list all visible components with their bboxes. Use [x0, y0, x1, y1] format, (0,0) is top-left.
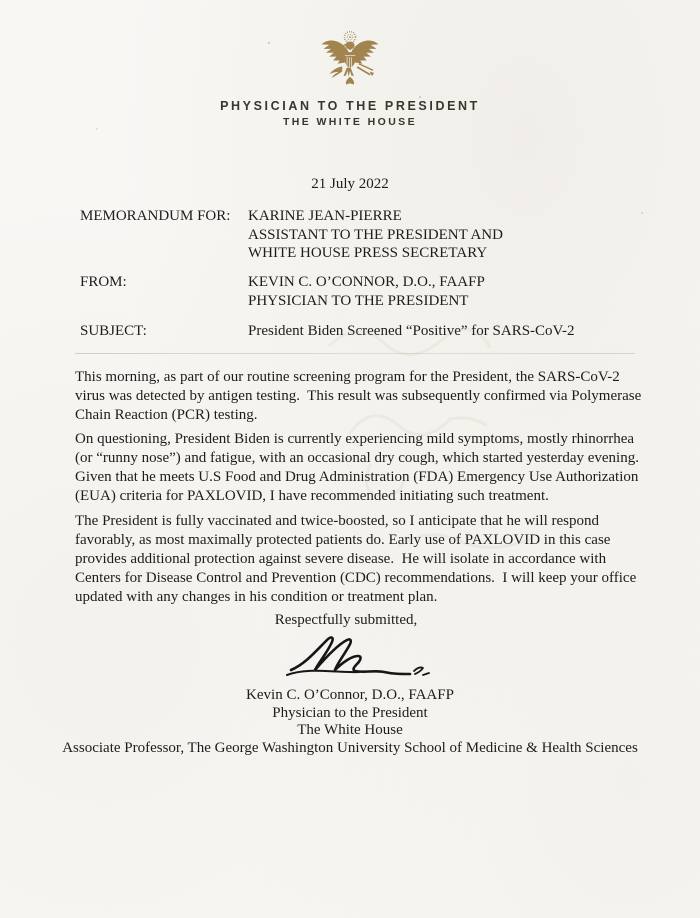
subject-text: President Biden Screened “Positive” for SARS-CoV-2 — [248, 323, 575, 339]
subject-divider — [75, 353, 635, 354]
recipient-name: KARINE JEAN-PIERRE — [248, 208, 402, 224]
signature-area — [0, 634, 700, 678]
recipient-title-line: ASSISTANT TO THE PRESIDENT AND — [248, 226, 503, 243]
letterhead-org-title: THE WHITE HOUSE — [282, 116, 417, 128]
sender-title-line: PHYSICIAN TO THE PRESIDENT — [248, 292, 469, 309]
body-paragraph-3: The President is fully vaccinated and twice-boosted, so I anticipate that he will respond favorably, as most maximally protected patients do. Early use of PAXLOVID in this case provides additional protection against severe disease. He will isolate in accordance with Centers for Disease Control and Prevention (CDC) recommendations. I will keep your office updated with any changes in his condition or treatment plan. — [75, 513, 640, 605]
memo-field-label: SUBJECT: — [80, 323, 147, 339]
date-line: 21 July 2022 — [311, 176, 389, 192]
memo-field-label: MEMORANDUM FOR: — [80, 208, 231, 224]
memo-header-fields — [0, 207, 700, 341]
letterhead-office-title: PHYSICIAN TO THE PRESIDENT — [220, 99, 480, 113]
scan-speck-artifacts — [0, 0, 2, 2]
memo-field-subject — [80, 322, 660, 341]
memo-field-memorandum-for — [80, 207, 660, 263]
recipient-title-line: WHITE HOUSE PRESS SECRETARY — [248, 245, 488, 261]
signer-title: Physician to the President — [272, 704, 428, 721]
signer-org: The White House — [297, 722, 403, 739]
body-paragraph-1: This morning, as part of our routine screening program for the President, the SARS-CoV-2 virus was detected by antigen testing. This result was subsequently confirmed via Polymerase Chain Reaction (PCR) testing. — [75, 369, 646, 423]
signer-affiliation: Associate Professor, The George Washington University School of Medicine & Health Sciences — [62, 739, 638, 756]
signature-scrawl-icon — [281, 634, 431, 678]
memo-body — [0, 368, 648, 607]
signature-block — [0, 687, 700, 757]
letterhead-seal-area — [0, 30, 700, 90]
memo-field-from — [80, 273, 660, 310]
sender-name: KEVIN C. O’CONNOR, D.O., FAAFP — [248, 274, 485, 290]
closing-line: Respectfully submitted, — [274, 612, 418, 628]
great-seal-eagle-icon — [316, 30, 384, 91]
memo-field-label: FROM: — [80, 274, 127, 290]
signer-name: Kevin C. O’Connor, D.O., FAAFP — [246, 687, 454, 703]
body-paragraph-2: On questioning, President Biden is currently experiencing mild symptoms, mostly rhinorrhea (or “runny nose”) and fatigue, with an occasional dry cough, which started yesterday evening. Given that he meets U.S Food and Drug Administration (FDA) Emergency Use Authorization (EUA) criteria for PAXLOVID, I have recommended initiating such treatment. — [75, 431, 643, 504]
